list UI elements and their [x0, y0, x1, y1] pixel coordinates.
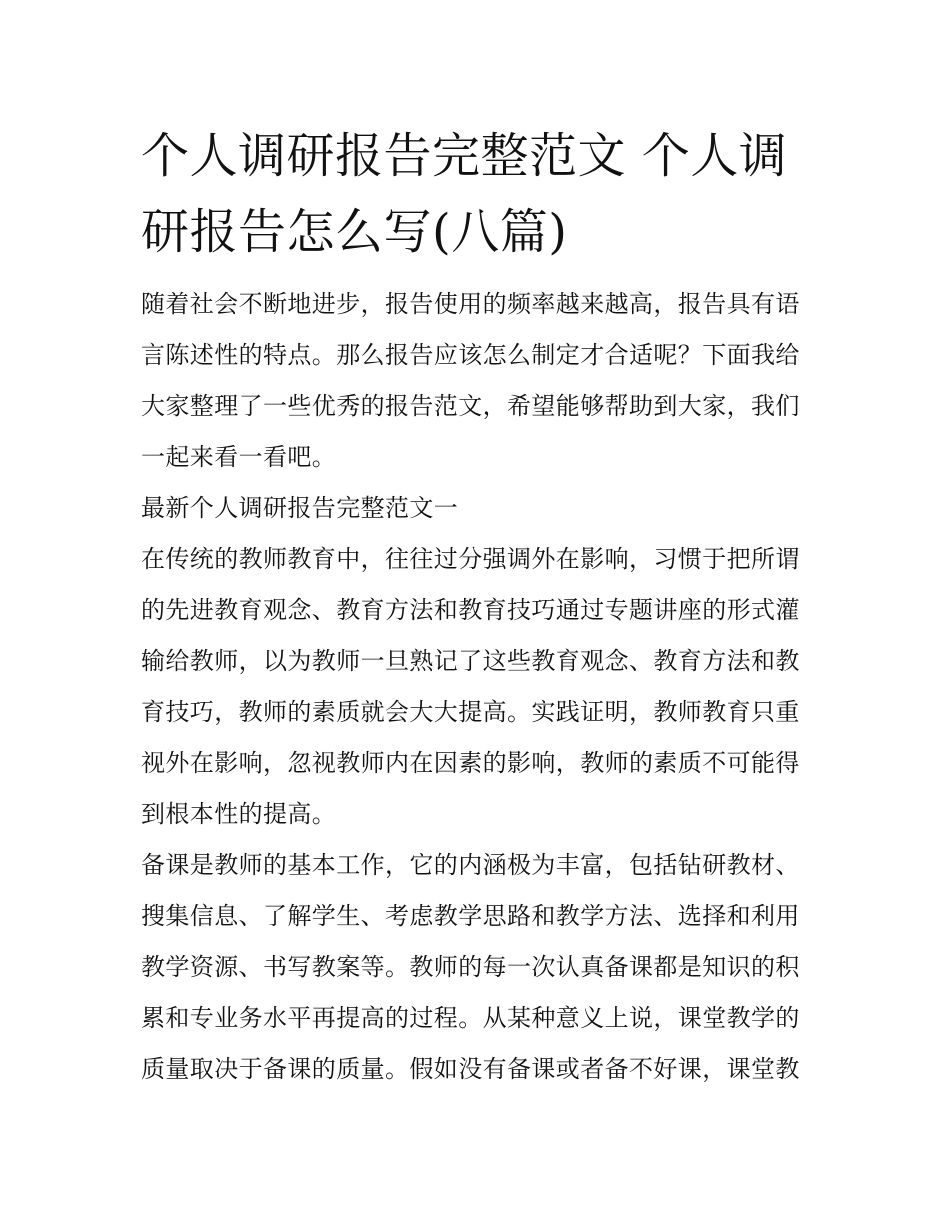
- document-page: [141, 118, 813, 1095]
- intro-paragraph: 随着社会不断地进步，报告使用的频率越来越高，报告具有语言陈述性的特点。那么报告应该怎么制定才合适呢？下面我给大家整理了一些优秀的报告范文，希望能够帮助到大家，我们一起来看一看吧。: [141, 290, 800, 471]
- body-paragraph: 备课是教师的基本工作，它的内涵极为丰富，包括钻研教材、搜集信息、了解学生、考虑教学思路和教学方法、选择和利用教学资源、书写教案等。教师的每一次认真备课都是知识的积累和专业务水平再提高的过程。从某种意义上说，课堂教学的质量取决于备课的质量。假如没有备课或者备不好课，课堂教: [141, 851, 800, 1083]
- section-heading: 最新个人调研报告完整范文一: [141, 494, 459, 522]
- body-paragraph: 在传统的教师教育中，往往过分强调外在影响，习惯于把所谓的先进教育观念、教育方法和教育技巧通过专题讲座的形式灌输给教师，以为教师一旦熟记了这些教育观念、教育方法和教育技巧，教师的素质就会大大提高。实践证明，教师教育只重视外在影响，忽视教师内在因素的影响，教师的素质不可能得到根本性的提高。: [141, 545, 800, 828]
- document-title: 个人调研报告完整范文 个人调研报告怎么写(八篇): [141, 128, 788, 260]
